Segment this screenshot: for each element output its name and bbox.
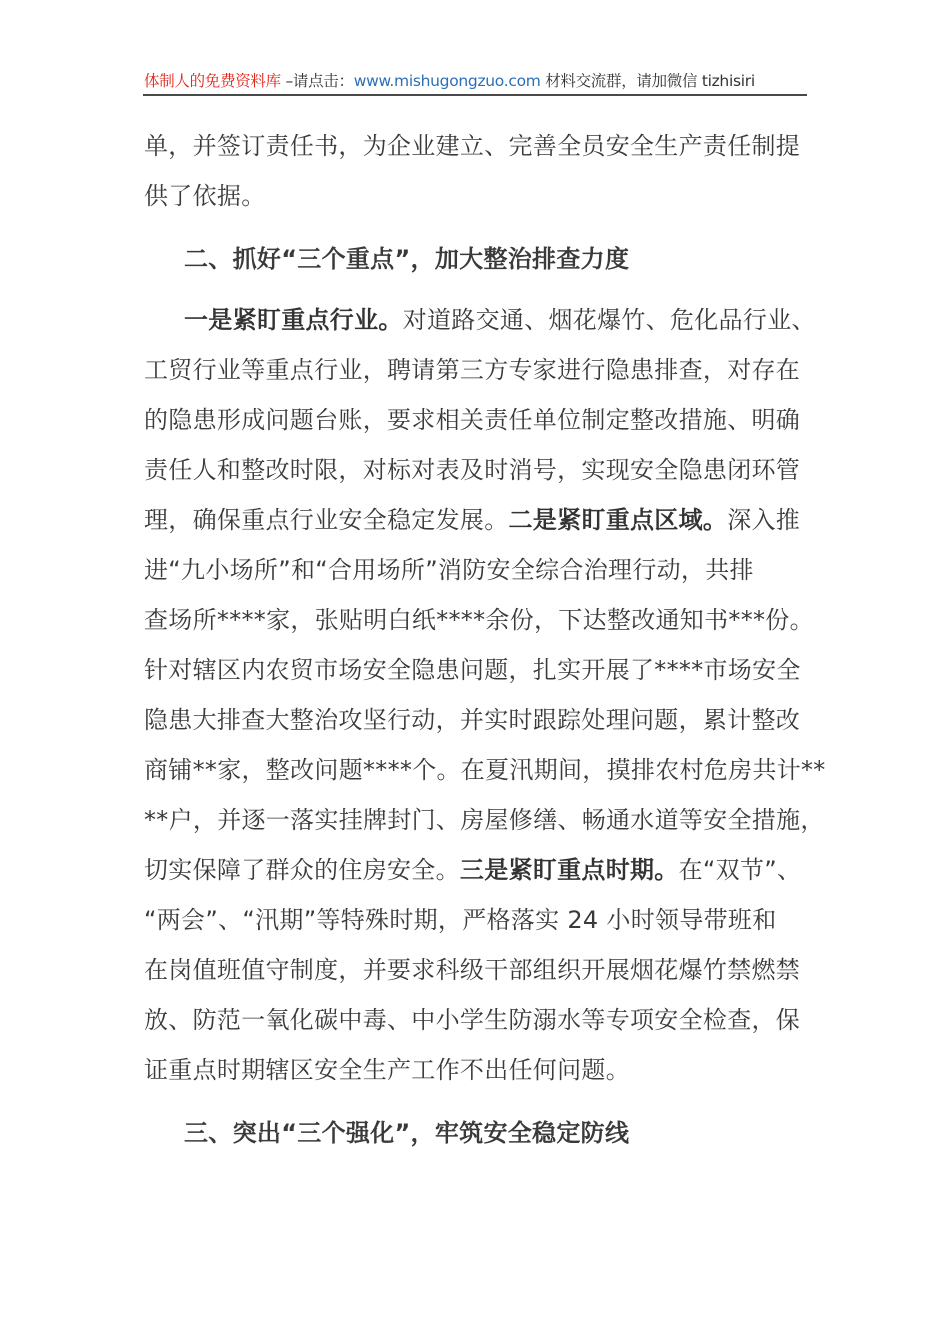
paragraph-key-points <box>144 295 826 1095</box>
header-brand-text: 体制人的免费资料库 <box>144 72 281 90</box>
text-line: **户，并逐一落实挂牌封门、房屋修缮、畅通水道等安全措施， <box>144 806 825 834</box>
text-line: 针对辖区内农贸市场安全隐患问题，扎实开展了****市场安全 <box>144 656 801 684</box>
section-heading-2: 二、抓好“三个重点”，加大整治排查力度 <box>184 245 630 273</box>
text-line: 的隐患形成问题台账，要求相关责任单位制定整改措施、明确 <box>144 406 801 434</box>
text-line: 供了依据。 <box>144 182 266 210</box>
text-line: 证重点时期辖区安全生产工作不出任何问题。 <box>144 1056 630 1084</box>
text-line: 一是紧盯重点行业。对道路交通、烟花爆竹、危化品行业、 <box>184 306 816 334</box>
key-point-2-title: 二是紧盯重点区域。 <box>508 506 728 534</box>
text-line: 理，确保重点行业安全稳定发展。二是紧盯重点区域。深入推 <box>144 506 801 534</box>
section-heading-3: 三、突出“三个强化”，牢筑安全稳定防线 <box>184 1119 630 1147</box>
text-line: 工贸行业等重点行业，聘请第三方专家进行隐患排查，对存在 <box>144 356 801 384</box>
text-line: 查场所****家，张贴明白纸****余份，下达整改通知书***份。 <box>144 606 814 634</box>
text-line: 单，并签订责任书，为企业建立、完善全员安全生产责任制提 <box>144 132 801 160</box>
text-line: 商铺**家，整改问题****个。在夏汛期间，摸排农村危房共计** <box>144 756 826 784</box>
key-point-3-title: 三是紧盯重点时期。 <box>459 856 679 884</box>
page-header <box>144 68 806 94</box>
header-prompt-text: –请点击： <box>280 72 354 90</box>
text-line: “两会”、“汛期”等特殊时期，严格落实 24 小时领导带班和 <box>144 906 777 934</box>
header-contact-text: 材料交流群，请加微信 tizhisiri <box>540 72 755 90</box>
text-line: 隐患大排查大整治攻坚行动，并实时跟踪处理问题，累计整改 <box>144 706 801 734</box>
text-line: 责任人和整改时限，对标对表及时消号，实现安全隐患闭环管 <box>144 456 801 484</box>
text-line: 进“九小场所”和“合用场所”消防安全综合治理行动，共排 <box>144 556 754 584</box>
paragraph-continuation <box>144 121 809 221</box>
key-point-1-title: 一是紧盯重点行业。 <box>184 306 403 334</box>
text-line: 放、防范一氧化碳中毒、中小学生防溺水等专项安全检查，保 <box>144 1006 801 1034</box>
text-line: 切实保障了群众的住房安全。三是紧盯重点时期。在“双节”、 <box>144 856 802 884</box>
document-body <box>144 121 826 1158</box>
header-divider <box>143 94 807 96</box>
header-website-link[interactable]: www.mishugongzuo.com <box>353 72 541 90</box>
text-line: 在岗值班值守制度，并要求科级干部组织开展烟花爆竹禁燃禁 <box>144 956 801 984</box>
